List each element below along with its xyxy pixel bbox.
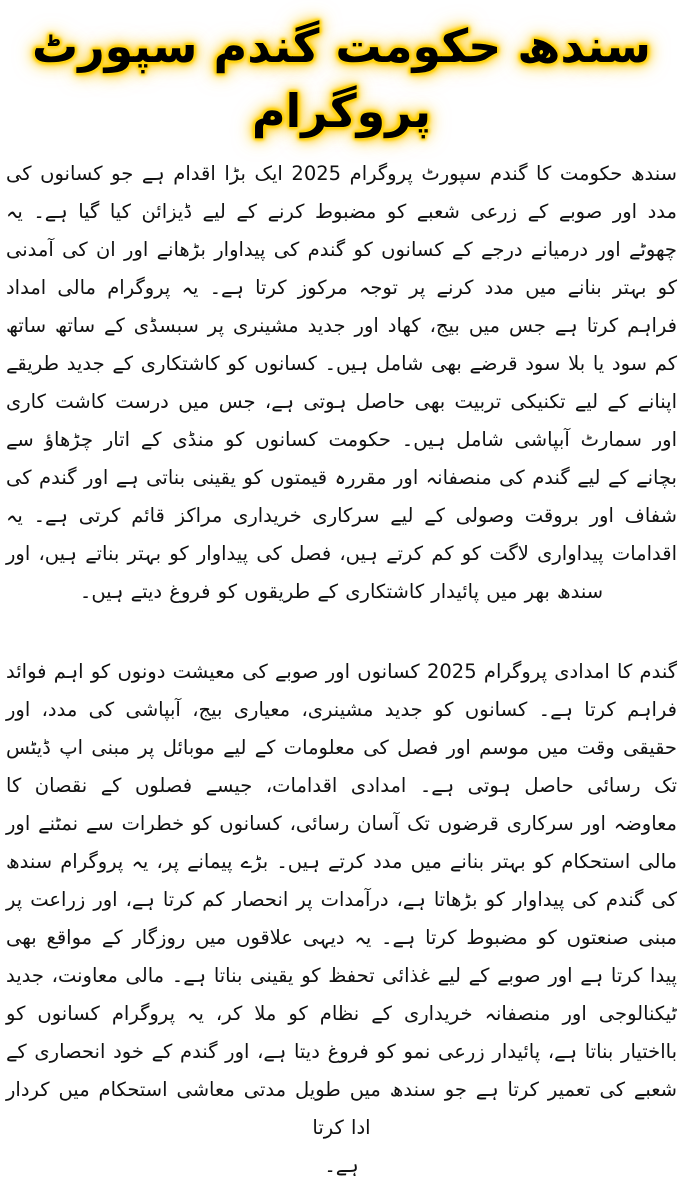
document-body: [0, 155, 683, 1185]
body-paragraph-2: [6, 653, 677, 1185]
body-paragraph-2-tail: ہے۔: [324, 1153, 359, 1177]
title-line-2: پروگرام: [251, 84, 432, 139]
body-paragraph-2-main: گندم کا امدادی پروگرام 2025 کسانوں اور صوبے کی معیشت دونوں کو اہم فوائد فراہم کرتا ہے۔ کسانوں کو جدید مشینری، معیاری بیج، آبپاشی کی مدد، اور حقیقی وقت میں موسم اور فصل کی معلومات کے لیے موبائل پر مبنی اپ ڈیٹس تک رسائی حاصل ہوتی ہے۔ امدادی اقدامات، جیسے فصلوں کے نقصان کا معاوضہ اور سرکاری قرضوں تک آسان رسائی، کسانوں کو خطرات سے نمٹنے اور مالی استحکام کو بہتر بنانے میں مدد کرتے ہیں۔ بڑے پیمانے پر، یہ پروگرام سندھ کی گندم کی پیداوار کو بڑھاتا ہے، درآمدات پر انحصار کم کرتا ہے، اور زراعت پر مبنی صنعتوں کو مضبوط کرتا ہے۔ یہ دیہی علاقوں میں روزگار کے مواقع بھی پیدا کرتا ہے اور صوبے کے لیے غذائی تحفظ کو یقینی بناتا ہے۔ مالی معاونت، جدید ٹیکنالوجی اور منصفانہ خریداری کے نظام کو ملا کر، یہ پروگرام کسانوں کو بااختیار بناتا ہے، پائیدار زرعی نمو کو فروغ دیتا ہے، اور گندم کے خود انحصاری کے شعبے کی تعمیر کرتا ہے جو سندھ میں طویل مدتی معاشی استحکام میں کردار ادا کرتا: [6, 659, 677, 1139]
title-line-1: سندھ حکومت گندم سپورٹ: [31, 19, 652, 73]
body-paragraph-1: سندھ حکومت کا گندم سپورٹ پروگرام 2025 ایک بڑا اقدام ہے جو کسانوں کی مدد اور صوبے کے زرعی شعبے کو مضبوط کرنے کے لیے ڈیزائن کیا گیا ہے۔ یہ چھوٹے اور درمیانے درجے کے کسانوں کو گندم کی پیداوار بڑھانے اور ان کی آمدنی کو بہتر بنانے میں مدد کرنے پر توجہ مرکوز کرتا ہے۔ یہ پروگرام مالی امداد فراہم کرتا ہے جس میں بیج، کھاد اور جدید مشینری پر سبسڈی کے ساتھ ساتھ کم سود یا بلا سود قرضے بھی شامل ہیں۔ کسانوں کو کاشتکاری کے جدید طریقے اپنانے کے لیے تکنیکی تربیت بھی حاصل ہوتی ہے، جس میں درست کاشت کاری اور سمارٹ آبپاشی شامل ہیں۔ حکومت کسانوں کو منڈی کے اتار چڑھاؤ سے بچانے کے لیے گندم کی منصفانہ اور مقررہ قیمتوں کو یقینی بناتی ہے اور گندم کی شفاف اور بروقت وصولی کے لیے سرکاری خریداری مراکز قائم کرتی ہے۔ یہ اقدامات پیداواری لاگت کو کم کرتے ہیں، فصل کی پیداوار کو بہتر بناتے ہیں، اور سندھ بھر میں پائیدار کاشتکاری کے طریقوں کو فروغ دیتے ہیں۔: [6, 161, 678, 603]
document-title: [0, 0, 683, 149]
